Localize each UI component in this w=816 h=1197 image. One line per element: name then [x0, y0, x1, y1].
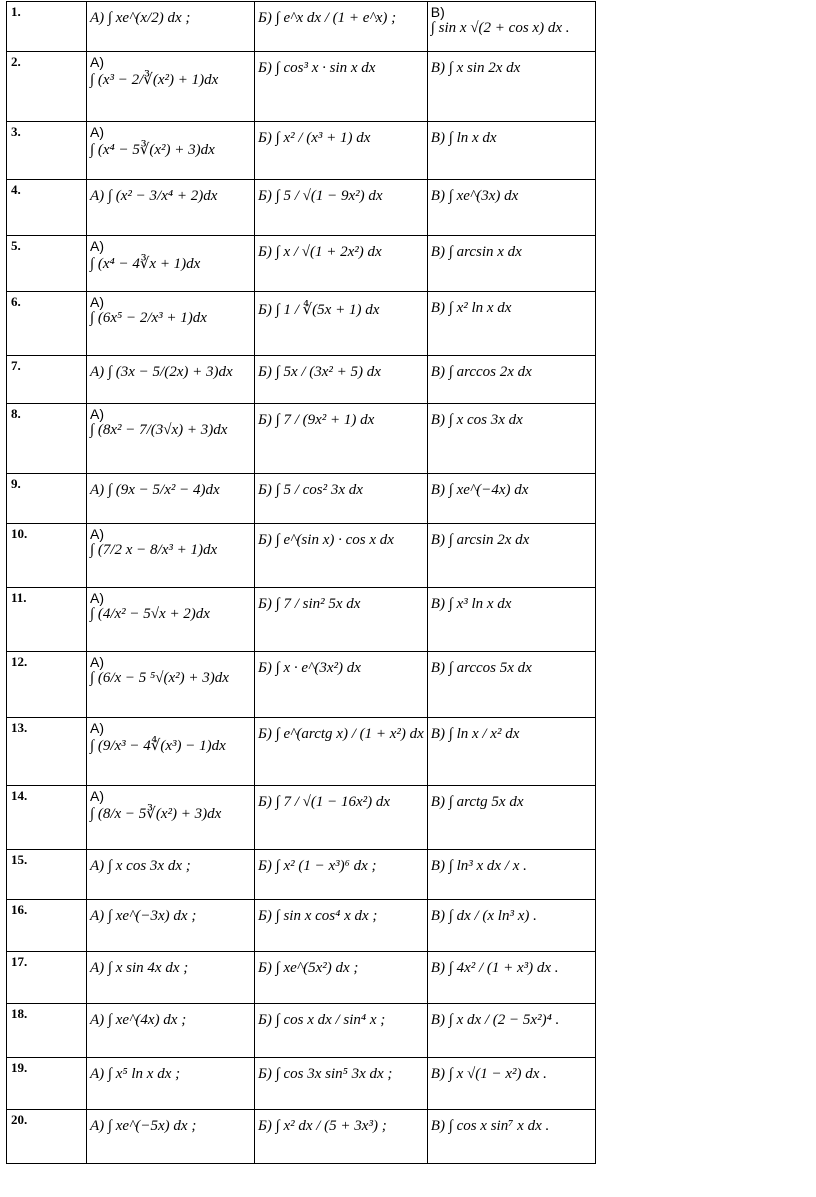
integral-expression: В) ∫ x² ln x dx — [430, 300, 512, 316]
integral-expression: Б) ∫ e^(arctg x) / (1 + x²) dx — [258, 726, 424, 742]
integral-expression: ∫ (7/2 x − 8/x³ + 1)dx — [90, 542, 218, 558]
integral-expression: ∫ (x⁴ − 5∛(x²) + 3)dx — [90, 142, 215, 158]
row-number: 20. — [7, 1110, 87, 1164]
task-cell-a — [87, 900, 255, 952]
integral-expression: Б) ∫ x² (1 − x³)⁶ dx ; — [258, 858, 377, 874]
task-cell-b — [255, 1110, 428, 1164]
task-cell-c — [427, 524, 595, 588]
task-cell-c — [427, 652, 595, 718]
integral-expression: А) ∫ (x² − 3/x⁴ + 2)dx — [90, 188, 218, 204]
integral-expression: Б) ∫ x · e^(3x²) dx — [258, 660, 361, 676]
integral-expression: Б) ∫ 5x / (3x² + 5) dx — [258, 364, 381, 380]
task-cell-a — [87, 1004, 255, 1058]
task-cell-c — [427, 292, 595, 356]
task-cell-b — [255, 292, 428, 356]
integral-expression: А) ∫ x⁵ ln x dx ; — [90, 1066, 181, 1082]
table-row — [7, 1110, 596, 1164]
integral-expression: В) ∫ arctg 5x dx — [430, 794, 524, 810]
integral-expression: В) ∫ cos x sin⁷ x dx . — [430, 1118, 550, 1134]
integral-expression: Б) ∫ xe^(5x²) dx ; — [258, 960, 359, 976]
integral-expression: В) ∫ ln³ x dx / x . — [430, 858, 527, 874]
integral-expression: Б) ∫ 5 / √(1 − 9x²) dx — [258, 188, 383, 204]
table-row — [7, 718, 596, 786]
task-cell-c — [427, 900, 595, 952]
row-number: 5. — [7, 236, 87, 292]
task-cell-b — [255, 1058, 428, 1110]
row-number: 16. — [7, 900, 87, 952]
row-number: 13. — [7, 718, 87, 786]
integral-expression: А) ∫ xe^(4x) dx ; — [90, 1012, 187, 1028]
integral-expression: В) ∫ xe^(3x) dx — [430, 188, 519, 204]
task-cell-a — [87, 1110, 255, 1164]
row-number: 15. — [7, 850, 87, 900]
integral-expression: ∫ (4/x² − 5√x + 2)dx — [90, 606, 210, 622]
task-cell-c — [427, 474, 595, 524]
task-cell-c — [427, 1058, 595, 1110]
integral-expression: В) ∫ ln x dx — [430, 130, 497, 146]
task-cell-b — [255, 180, 428, 236]
integral-expression: А) ∫ xe^(x/2) dx ; — [90, 10, 191, 26]
table-row — [7, 474, 596, 524]
row-number: 17. — [7, 952, 87, 1004]
integral-expression: Б) ∫ sin x cos⁴ x dx ; — [258, 908, 378, 924]
task-cell-b — [255, 236, 428, 292]
integral-expression: ∫ sin x √(2 + cos x) dx . — [430, 20, 570, 36]
task-cell-b — [255, 122, 428, 180]
row-number: 14. — [7, 786, 87, 850]
variant-label: А) — [90, 720, 104, 736]
task-cell-a — [87, 588, 255, 652]
integral-expression: В) ∫ ln x / x² dx — [430, 726, 520, 742]
task-cell-c — [427, 850, 595, 900]
integral-expression: А) ∫ x sin 4x dx ; — [90, 960, 189, 976]
integral-expression: ∫ (x⁴ − 4∛x + 1)dx — [90, 256, 201, 272]
table-row — [7, 1004, 596, 1058]
task-cell-a — [87, 1058, 255, 1110]
integral-expression: В) ∫ x cos 3x dx — [430, 412, 523, 428]
integral-expression: А) ∫ (3x − 5/(2x) + 3)dx — [90, 364, 233, 380]
variant-label: А) — [90, 294, 104, 310]
row-number: 1. — [7, 2, 87, 52]
task-cell-b — [255, 404, 428, 474]
row-number: 3. — [7, 122, 87, 180]
integral-expression: В) ∫ x³ ln x dx — [430, 596, 512, 612]
task-cell-a — [87, 952, 255, 1004]
integral-expression: Б) ∫ e^x dx / (1 + e^x) ; — [258, 10, 397, 26]
integrals-table — [6, 1, 596, 1164]
row-number: 10. — [7, 524, 87, 588]
integral-expression: ∫ (6/x − 5 ⁵√(x²) + 3)dx — [90, 670, 229, 686]
task-cell-c — [427, 1110, 595, 1164]
table-row — [7, 652, 596, 718]
integral-expression: ∫ (8/x − 5∛(x²) + 3)dx — [90, 806, 222, 822]
task-cell-c — [427, 52, 595, 122]
integral-expression: Б) ∫ x / √(1 + 2x²) dx — [258, 244, 382, 260]
table-row — [7, 356, 596, 404]
integral-expression: Б) ∫ 7 / (9x² + 1) dx — [258, 412, 375, 428]
integral-expression: ∫ (x³ − 2/∛(x²) + 1)dx — [90, 72, 219, 88]
row-number: 9. — [7, 474, 87, 524]
integral-expression: В) ∫ arcsin x dx — [430, 244, 522, 260]
variant-label: А) — [90, 238, 104, 254]
task-cell-b — [255, 850, 428, 900]
row-number: 4. — [7, 180, 87, 236]
integral-expression: Б) ∫ cos 3x sin⁵ 3x dx ; — [258, 1066, 393, 1082]
integral-expression: ∫ (6x⁵ − 2/x³ + 1)dx — [90, 310, 207, 326]
task-cell-b — [255, 652, 428, 718]
table-row — [7, 786, 596, 850]
variant-label: А) — [90, 124, 104, 140]
task-cell-a — [87, 356, 255, 404]
task-cell-a — [87, 292, 255, 356]
task-cell-b — [255, 474, 428, 524]
variant-label: А) — [90, 406, 104, 422]
variant-label: А) — [90, 654, 104, 670]
task-cell-a — [87, 2, 255, 52]
row-number: 8. — [7, 404, 87, 474]
integral-expression: А) ∫ (9x − 5/x² − 4)dx — [90, 482, 220, 498]
table-row — [7, 850, 596, 900]
task-cell-a — [87, 180, 255, 236]
row-number: 7. — [7, 356, 87, 404]
integral-expression: В) ∫ arccos 2x dx — [430, 364, 532, 380]
task-cell-a — [87, 524, 255, 588]
integral-expression: А) ∫ xe^(−5x) dx ; — [90, 1118, 197, 1134]
task-cell-c — [427, 122, 595, 180]
row-number: 6. — [7, 292, 87, 356]
integral-expression: Б) ∫ cos x dx / sin⁴ x ; — [258, 1012, 386, 1028]
table-row — [7, 236, 596, 292]
integral-expression: Б) ∫ x² dx / (5 + 3x³) ; — [258, 1118, 387, 1134]
integral-expression: В) ∫ arcsin 2x dx — [430, 532, 530, 548]
table-row — [7, 900, 596, 952]
variant-label: А) — [90, 590, 104, 606]
integral-expression: В) ∫ x √(1 − x²) dx . — [430, 1066, 547, 1082]
integral-expression: В) ∫ dx / (x ln³ x) . — [430, 908, 537, 924]
table-row — [7, 2, 596, 52]
table-row — [7, 588, 596, 652]
task-cell-a — [87, 122, 255, 180]
task-cell-c — [427, 786, 595, 850]
task-cell-b — [255, 588, 428, 652]
task-cell-a — [87, 786, 255, 850]
task-cell-c — [427, 404, 595, 474]
integrals-table-body — [7, 2, 596, 1164]
row-number: 18. — [7, 1004, 87, 1058]
integral-expression: В) ∫ x dx / (2 − 5x²)⁴ . — [430, 1012, 560, 1028]
integral-expression: В) ∫ x sin 2x dx — [430, 60, 521, 76]
task-cell-a — [87, 652, 255, 718]
task-cell-b — [255, 952, 428, 1004]
task-cell-b — [255, 900, 428, 952]
integral-expression: Б) ∫ e^(sin x) · cos x dx — [258, 532, 394, 548]
integral-expression: Б) ∫ cos³ x · sin x dx — [258, 60, 376, 76]
task-cell-b — [255, 524, 428, 588]
task-cell-b — [255, 718, 428, 786]
task-cell-a — [87, 718, 255, 786]
variant-label: В) — [430, 4, 445, 20]
task-cell-c — [427, 952, 595, 1004]
table-row — [7, 1058, 596, 1110]
task-cell-b — [255, 2, 428, 52]
task-cell-b — [255, 1004, 428, 1058]
integral-expression: В) ∫ 4x² / (1 + x³) dx . — [430, 960, 559, 976]
task-cell-c — [427, 588, 595, 652]
integral-expression: Б) ∫ 1 / ∜(5x + 1) dx — [258, 302, 380, 318]
integral-expression: ∫ (9/x³ − 4∜(x³) − 1)dx — [90, 738, 226, 754]
variant-label: А) — [90, 54, 104, 70]
task-cell-c — [427, 180, 595, 236]
task-cell-a — [87, 474, 255, 524]
integral-expression: Б) ∫ x² / (x³ + 1) dx — [258, 130, 371, 146]
task-cell-a — [87, 404, 255, 474]
integral-expression: Б) ∫ 7 / sin² 5x dx — [258, 596, 361, 612]
variant-label: А) — [90, 526, 104, 542]
task-cell-c — [427, 1004, 595, 1058]
integral-expression: Б) ∫ 7 / √(1 − 16x²) dx — [258, 794, 391, 810]
variant-label: А) — [90, 788, 104, 804]
task-cell-b — [255, 356, 428, 404]
task-cell-b — [255, 786, 428, 850]
task-cell-a — [87, 52, 255, 122]
integral-expression: ∫ (8x² − 7/(3√x) + 3)dx — [90, 422, 228, 438]
task-cell-c — [427, 356, 595, 404]
task-cell-a — [87, 236, 255, 292]
integral-expression: В) ∫ arccos 5x dx — [430, 660, 532, 676]
task-cell-c — [427, 718, 595, 786]
integral-expression: В) ∫ xe^(−4x) dx — [430, 482, 529, 498]
table-row — [7, 952, 596, 1004]
integral-expression: А) ∫ x cos 3x dx ; — [90, 858, 191, 874]
integral-expression: А) ∫ xe^(−3x) dx ; — [90, 908, 197, 924]
task-cell-c — [427, 2, 595, 52]
table-row — [7, 292, 596, 356]
table-row — [7, 180, 596, 236]
row-number: 19. — [7, 1058, 87, 1110]
table-row — [7, 52, 596, 122]
row-number: 12. — [7, 652, 87, 718]
integral-expression: Б) ∫ 5 / cos² 3x dx — [258, 482, 363, 498]
task-cell-b — [255, 52, 428, 122]
row-number: 2. — [7, 52, 87, 122]
row-number: 11. — [7, 588, 87, 652]
table-row — [7, 524, 596, 588]
task-cell-a — [87, 850, 255, 900]
table-row — [7, 122, 596, 180]
table-row — [7, 404, 596, 474]
task-cell-c — [427, 236, 595, 292]
